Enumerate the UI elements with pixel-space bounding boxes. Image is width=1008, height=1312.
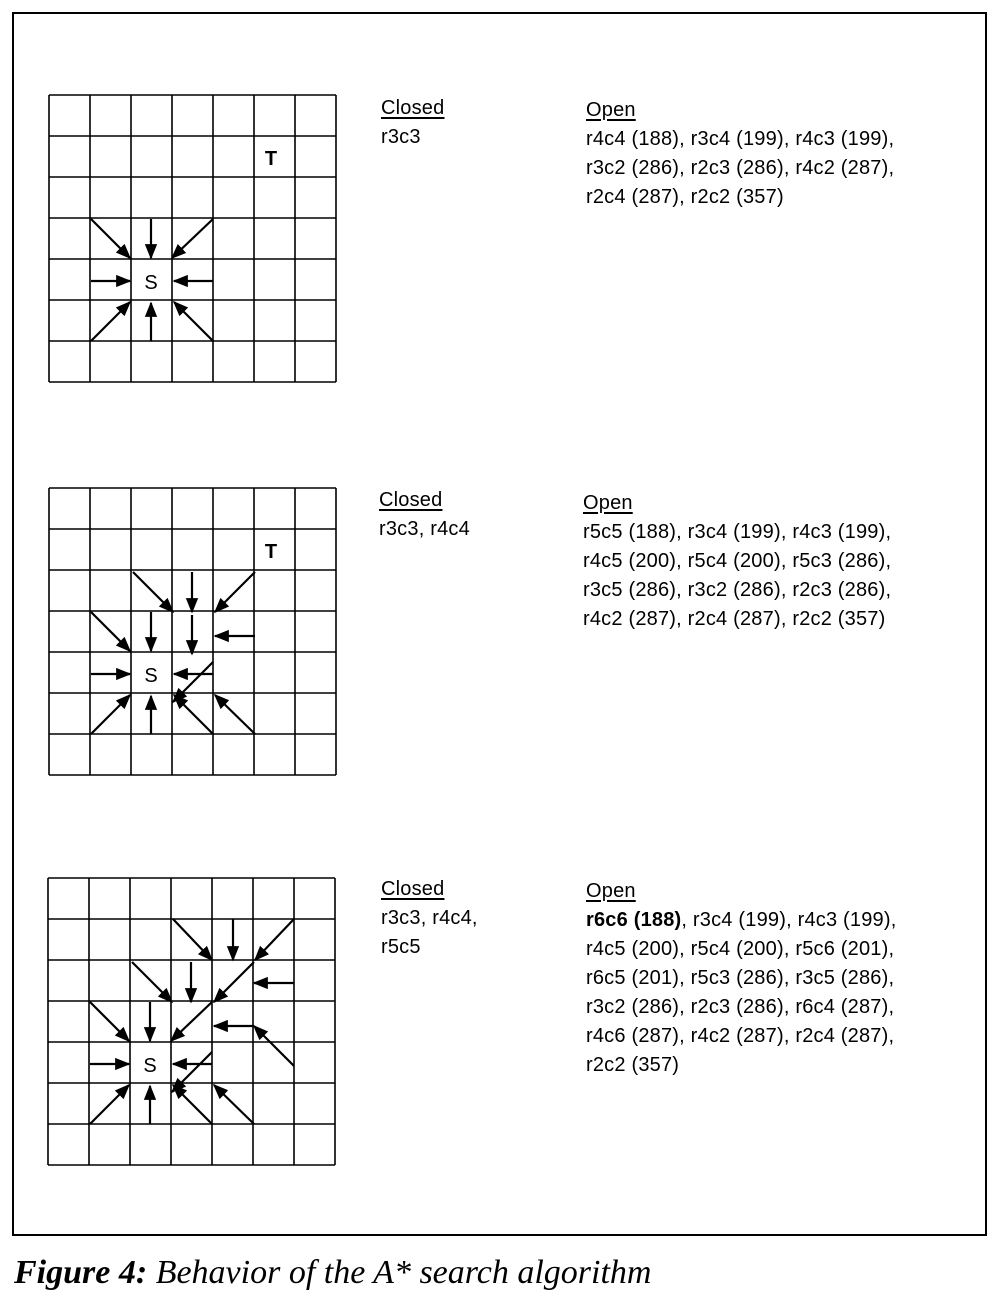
figure-caption-number: Figure 4: bbox=[14, 1254, 148, 1291]
closed-list bbox=[381, 94, 444, 152]
closed-list bbox=[381, 875, 478, 962]
parent-pointer-arrow bbox=[214, 1085, 254, 1124]
open-list-entry bbox=[586, 1051, 897, 1080]
closed-list bbox=[379, 486, 470, 544]
open-list-text: r2c2 (357) bbox=[586, 1054, 680, 1076]
figure-caption-text: Behavior of the A* search algorithm bbox=[147, 1254, 652, 1291]
open-list-text: r4c6 (287), r4c2 (287), r2c4 (287), bbox=[586, 1025, 895, 1047]
open-list-text: r5c5 (188), r3c4 (199), r4c3 (199), bbox=[583, 521, 892, 543]
parent-pointer-arrow bbox=[173, 662, 213, 702]
open-list-entry bbox=[583, 518, 891, 547]
parent-pointer-arrow bbox=[171, 1002, 212, 1041]
open-list-text: r4c2 (287), r2c4 (287), r2c2 (357) bbox=[583, 608, 886, 630]
open-list-heading: Open bbox=[586, 880, 636, 902]
open-list bbox=[583, 489, 891, 634]
open-list-text: r3c2 (286), r2c3 (286), r6c4 (287), bbox=[586, 996, 895, 1018]
open-list-entry bbox=[586, 906, 897, 935]
open-list-heading: Open bbox=[583, 492, 633, 514]
open-list-entry bbox=[583, 547, 891, 576]
open-list-entry bbox=[586, 125, 894, 154]
open-list-entry bbox=[583, 605, 891, 634]
parent-pointer-arrow bbox=[91, 612, 130, 651]
open-list-entry bbox=[583, 576, 891, 605]
parent-pointer-arrow bbox=[91, 695, 130, 734]
closed-list-entry: r3c3, r4c4, bbox=[381, 907, 478, 929]
parent-pointer-arrow bbox=[174, 695, 213, 734]
open-list-entry bbox=[586, 154, 894, 183]
open-list-text: r4c5 (200), r5c4 (200), r5c6 (201), bbox=[586, 938, 895, 960]
parent-pointer-arrow bbox=[255, 919, 294, 960]
parent-pointer-arrow bbox=[133, 572, 173, 612]
closed-list-heading: Closed bbox=[381, 878, 445, 900]
closed-list-heading: Closed bbox=[379, 489, 443, 511]
start-cell-label: S bbox=[144, 272, 158, 294]
parent-pointer-arrow bbox=[172, 219, 213, 258]
open-list-entry bbox=[586, 993, 897, 1022]
open-list-text: r3c2 (286), r2c3 (286), r4c2 (287), bbox=[586, 157, 895, 179]
target-cell-label: T bbox=[264, 541, 278, 563]
search-grid-2 bbox=[48, 487, 337, 776]
parent-pointer-arrow bbox=[91, 302, 130, 341]
parent-pointer-arrow bbox=[172, 1052, 212, 1092]
open-list-text: r4c4 (188), r3c4 (199), r4c3 (199), bbox=[586, 128, 895, 150]
parent-pointer-arrow bbox=[90, 1002, 129, 1041]
open-list-entry bbox=[586, 935, 897, 964]
parent-pointer-arrow bbox=[174, 302, 213, 341]
open-list-entry bbox=[586, 1022, 897, 1051]
open-list-entry bbox=[586, 964, 897, 993]
figure-caption bbox=[14, 1254, 651, 1292]
open-list-entry bbox=[586, 183, 894, 212]
open-list-heading: Open bbox=[586, 99, 636, 121]
search-grid-1 bbox=[48, 94, 337, 383]
open-list-text: r6c5 (201), r5c3 (286), r3c5 (286), bbox=[586, 967, 895, 989]
search-grid-3 bbox=[47, 877, 336, 1166]
parent-pointer-arrow bbox=[215, 572, 255, 612]
parent-pointer-arrow bbox=[173, 919, 212, 960]
closed-list-heading: Closed bbox=[381, 97, 445, 119]
open-list bbox=[586, 96, 894, 212]
open-list-best-node: r6c6 (188) bbox=[586, 909, 682, 931]
open-list-text: , r3c4 (199), r4c3 (199), bbox=[681, 909, 897, 931]
target-cell-label: T bbox=[264, 148, 278, 170]
parent-pointer-arrow bbox=[90, 1085, 129, 1124]
parent-pointer-arrow bbox=[254, 1026, 294, 1066]
open-list-text: r4c5 (200), r5c4 (200), r5c3 (286), bbox=[583, 550, 892, 572]
closed-list-entry: r5c5 bbox=[381, 936, 421, 958]
open-list-text: r3c5 (286), r3c2 (286), r2c3 (286), bbox=[583, 579, 892, 601]
open-list-text: r2c4 (287), r2c2 (357) bbox=[586, 186, 784, 208]
start-cell-label: S bbox=[143, 1055, 157, 1077]
closed-list-entry: r3c3, r4c4 bbox=[379, 518, 470, 540]
start-cell-label: S bbox=[144, 665, 158, 687]
open-list bbox=[586, 877, 897, 1080]
parent-pointer-arrow bbox=[132, 962, 172, 1002]
parent-pointer-arrow bbox=[214, 962, 254, 1002]
parent-pointer-arrow bbox=[215, 695, 255, 734]
parent-pointer-arrow bbox=[173, 1085, 212, 1124]
closed-list-entry: r3c3 bbox=[381, 126, 421, 148]
parent-pointer-arrow bbox=[91, 219, 130, 258]
